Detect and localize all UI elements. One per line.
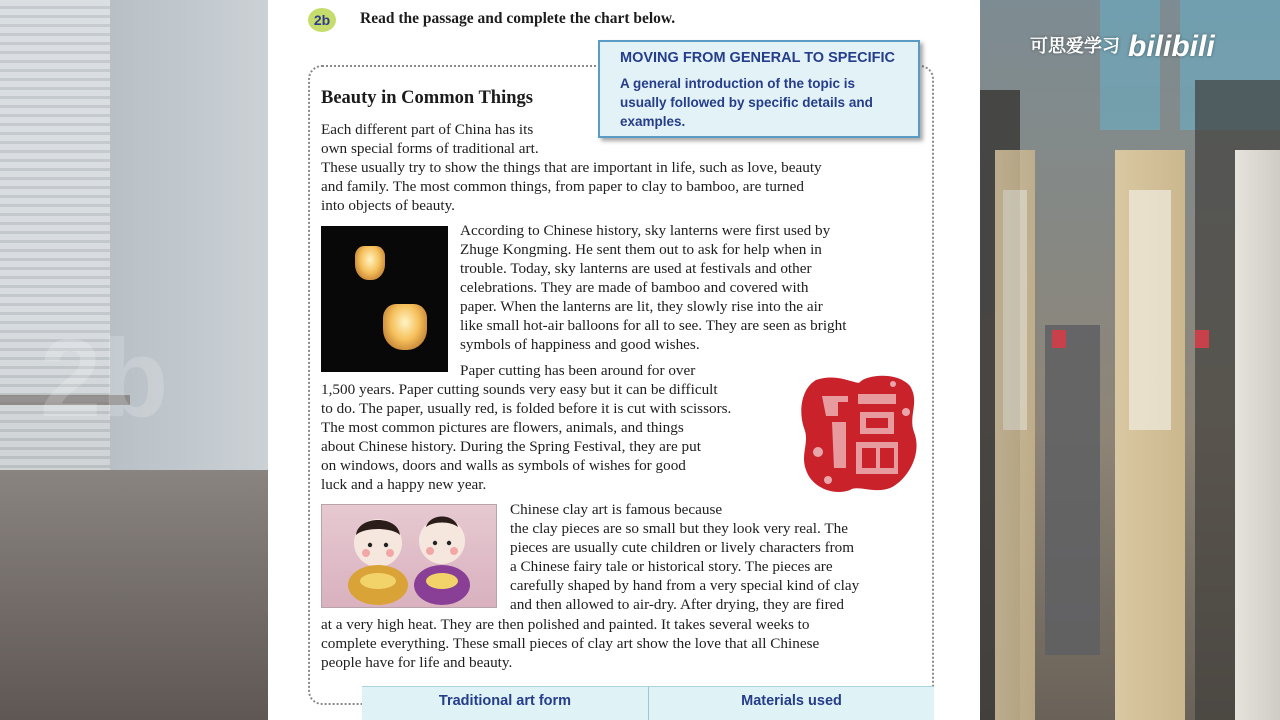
background-door <box>995 150 1035 720</box>
textbook-page <box>268 0 980 720</box>
lantern-icon <box>355 246 385 280</box>
paragraph-line: at a very high heat. They are then polished and painted. It takes several weeks to <box>321 616 810 633</box>
paragraph-line: the clay pieces are so small but they look very real. The <box>510 520 848 537</box>
background-door <box>1115 150 1185 720</box>
paragraph-line: people have for life and beauty. <box>321 654 513 671</box>
video-watermark <box>1030 30 1215 64</box>
paragraph-line: luck and a happy new year. <box>321 476 487 493</box>
paragraph-line: Paper cutting has been around for over <box>460 362 696 379</box>
section-badge: 2b <box>308 8 336 32</box>
background-desk <box>0 470 268 720</box>
paper-cutting-fu-image <box>798 372 918 496</box>
background-glass <box>1100 0 1160 130</box>
tip-box <box>598 40 920 138</box>
paragraph-line: on windows, doors and walls as symbols of wishes for good <box>321 457 686 474</box>
sky-lanterns-image <box>321 226 448 372</box>
paragraph-line: symbols of happiness and good wishes. <box>460 336 700 353</box>
paragraph-line: 1,500 years. Paper cutting sounds very easy but it can be difficult <box>321 381 718 398</box>
background-left <box>0 0 268 720</box>
paragraph-line: a Chinese fairy tale or historical story. The pieces are <box>510 558 833 575</box>
paragraph-line: own special forms of traditional art. <box>321 140 539 157</box>
paragraph-line: and family. The most common things, from paper to clay to bamboo, are turned <box>321 178 804 195</box>
paragraph-line: pieces are usually cute children or lively characters from <box>510 539 855 556</box>
background-right <box>980 0 1280 720</box>
tip-body: A general introduction of the topic is usually followed by specific details and examples. <box>620 76 873 129</box>
background-red-sign <box>1195 330 1209 348</box>
clay-dolls-illustration <box>322 505 498 609</box>
background-red-sign <box>1052 330 1066 348</box>
passage-title: Beauty in Common Things <box>321 88 533 108</box>
paragraph-line: celebrations. They are made of bamboo and covered with <box>460 279 809 296</box>
ghost-badge-reflection: 2b <box>40 317 169 440</box>
paragraph-line: complete everything. These small pieces of clay art show the love that all Chinese <box>321 635 820 652</box>
paragraph-line: about Chinese history. During the Spring Festival, they are put <box>321 438 701 455</box>
paragraph-line: paper. When the lanterns are lit, they slowly rise into the air <box>460 298 823 315</box>
paragraph-line: and then allowed to air-dry. After drying, they are fired <box>510 596 844 613</box>
instruction-text: Read the passage and complete the chart below. <box>360 10 676 27</box>
paragraph-line: These usually try to show the things that are important in life, such as love, beauty <box>321 159 822 176</box>
background-door <box>1235 150 1280 720</box>
paragraph-line: The most common pictures are flowers, animals, and things <box>321 419 684 436</box>
bilibili-logo: bilibili <box>1128 30 1215 63</box>
chart-col-materials: Materials used <box>741 693 842 709</box>
paragraph-line: Chinese clay art is famous because <box>510 501 723 518</box>
paragraph-line: into objects of beauty. <box>321 197 455 214</box>
watermark-text: 可思爱学习 <box>1030 36 1120 57</box>
paragraph-line: like small hot-air balloons for all to see. They are seen as bright <box>460 317 847 334</box>
paragraph-line: According to Chinese history, sky lanterns were first used by <box>460 222 831 239</box>
paragraph-line: Zhuge Kongming. He sent them out to ask for help when in <box>460 241 822 258</box>
chart-header-row <box>362 686 934 720</box>
paragraph-line: carefully shaped by hand from a very special kind of clay <box>510 577 860 594</box>
paragraph-line: to do. The paper, usually red, is folded before it is cut with scissors. <box>321 400 732 417</box>
background-cabinet <box>1045 325 1100 655</box>
chart-col-art-form: Traditional art form <box>438 693 572 709</box>
clay-figures-image <box>321 504 497 608</box>
lantern-icon <box>383 304 427 350</box>
paragraph-line: Each different part of China has its <box>321 121 534 138</box>
paragraph-line: trouble. Today, sky lanterns are used at festivals and other <box>460 260 812 277</box>
tip-title: MOVING FROM GENERAL TO SPECIFIC <box>620 50 895 66</box>
